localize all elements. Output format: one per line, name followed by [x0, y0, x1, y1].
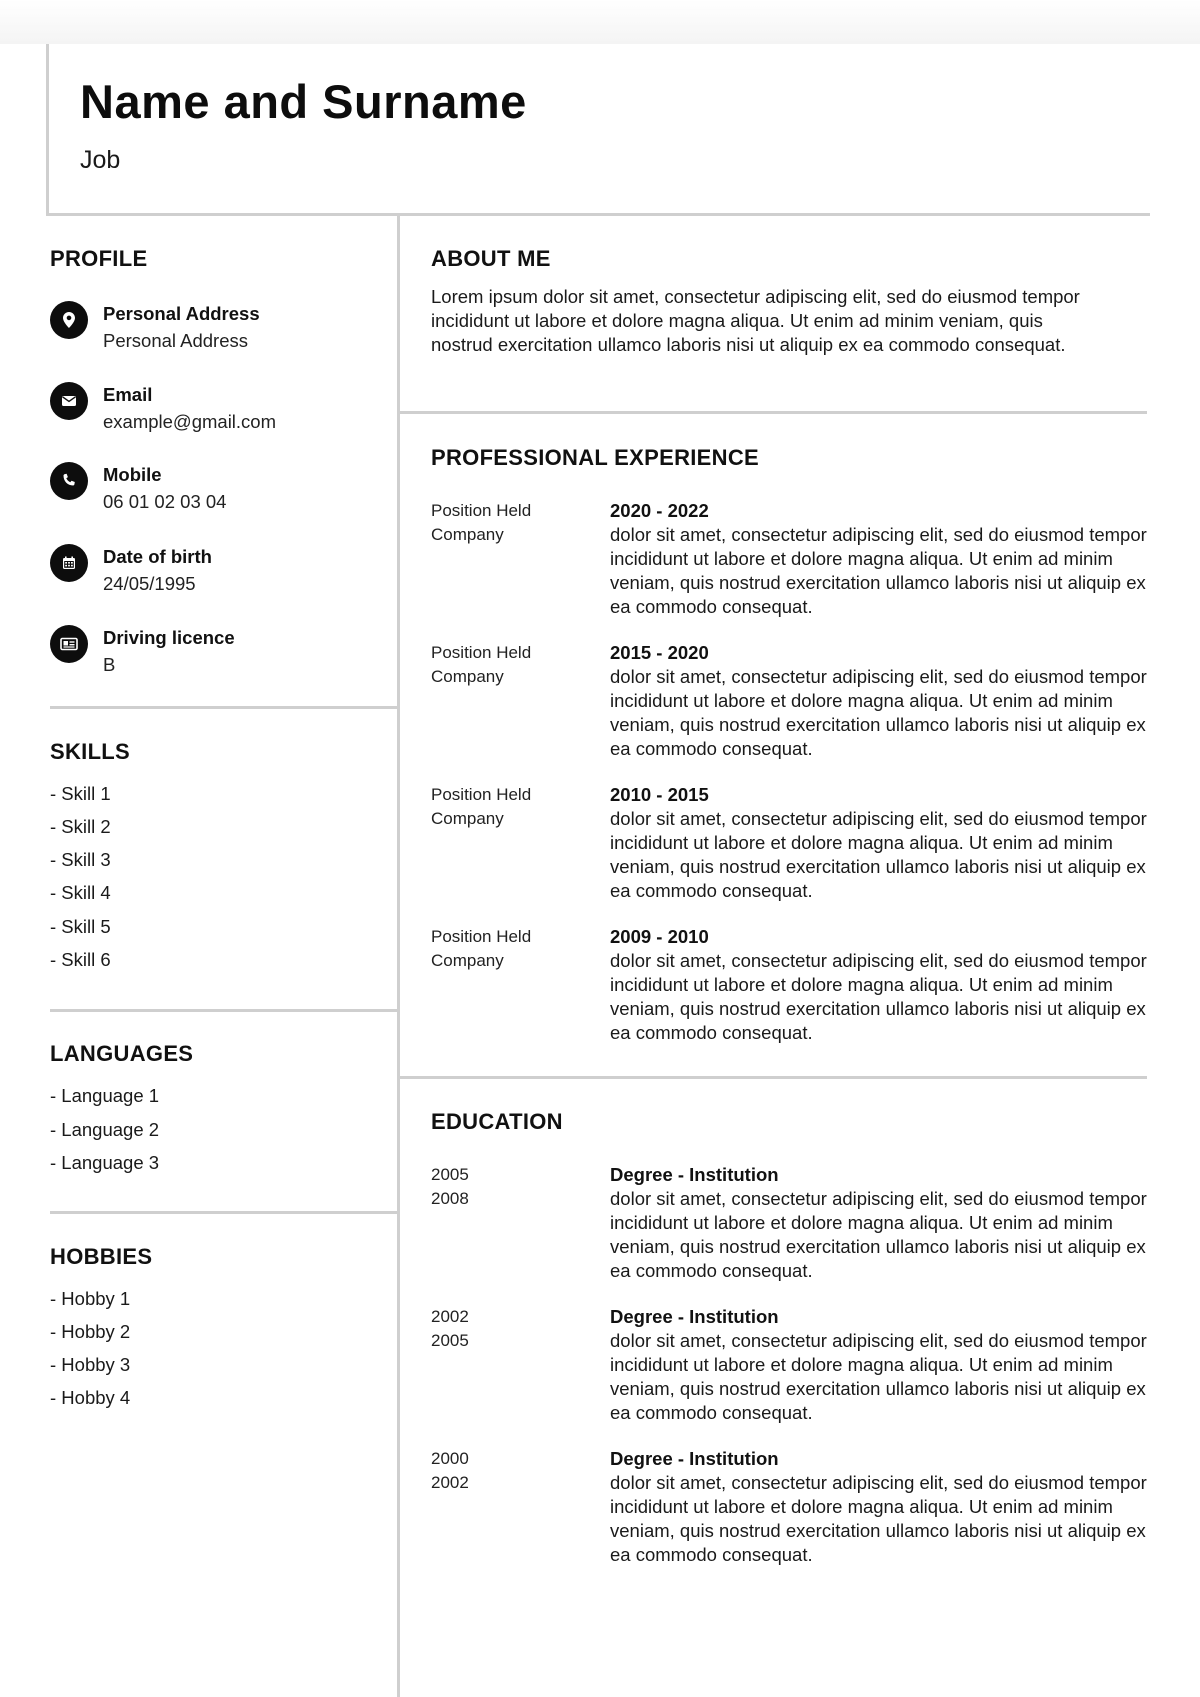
section-divider: [50, 1009, 397, 1012]
position-held: Position Held: [431, 501, 532, 520]
experience-body: [610, 499, 1150, 619]
section-divider: [50, 706, 397, 709]
education-years: [431, 1305, 601, 1353]
position-held: Position Held: [431, 643, 532, 662]
experience-description: dolor sit amet, consectetur adipiscing elit, sed do eiusmod tempor incididunt ut labore et dolore magna aliqua. Ut enim ad minim veniam, quis nostrud exercitation ullamco laboris nisi ut aliquip ex ea commodo consequat.: [610, 808, 1147, 901]
experience-body: [610, 641, 1150, 761]
education-start-year: 2002: [431, 1307, 469, 1326]
experience-dates: 2015 - 2020: [610, 642, 709, 663]
language-item: - Language 2: [50, 1119, 160, 1140]
degree-institution: Degree - Institution: [610, 1306, 779, 1327]
location-pin-icon: [50, 301, 88, 339]
hobby-item: - Hobby 4: [50, 1387, 131, 1408]
company: Company: [431, 667, 504, 686]
education-years: [431, 1163, 601, 1211]
about-text: Lorem ipsum dolor sit amet, consectetur adipiscing elit, sed do eiusmod tempor incididunt ut labore et dolore magna aliqua. Ut enim ad minim veniam, quis nostrud exercitation ullamco laboris nisi ut aliquip ex ea commodo consequat.: [431, 286, 1080, 355]
education-body: [610, 1305, 1150, 1425]
experience-body: [610, 783, 1150, 903]
education-description: dolor sit amet, consectetur adipiscing elit, sed do eiusmod tempor incididunt ut labore et dolore magna aliqua. Ut enim ad minim veniam, quis nostrud exercitation ullamco laboris nisi ut aliquip ex ea commodo consequat.: [610, 1472, 1147, 1565]
experience-description: dolor sit amet, consectetur adipiscing elit, sed do eiusmod tempor incididunt ut labore et dolore magna aliqua. Ut enim ad minim veniam, quis nostrud exercitation ullamco laboris nisi ut aliquip ex ea commodo consequat.: [610, 666, 1147, 759]
experience-meta: [431, 783, 601, 831]
section-divider: [50, 1211, 397, 1214]
profile-label: Personal Address: [103, 303, 260, 324]
skills-title: SKILLS: [50, 739, 131, 764]
profile-title: PROFILE: [50, 246, 148, 271]
experience-meta: [431, 925, 601, 973]
about-title: ABOUT ME: [431, 246, 551, 271]
skill-item: - Skill 2: [50, 816, 111, 837]
profile-value: 24/05/1995: [103, 573, 196, 594]
company: Company: [431, 525, 504, 544]
resume-header: [46, 44, 1150, 216]
column-divider: [397, 216, 400, 1697]
education-title: EDUCATION: [431, 1109, 563, 1134]
education-start-year: 2005: [431, 1165, 469, 1184]
section-divider: [400, 1076, 1147, 1079]
envelope-icon: [50, 382, 88, 420]
education-years: [431, 1447, 601, 1495]
hobby-item: - Hobby 2: [50, 1321, 131, 1342]
profile-label: Mobile: [103, 464, 162, 485]
experience-meta: [431, 641, 601, 689]
profile-value: 06 01 02 03 04: [103, 491, 227, 512]
education-end-year: 2002: [431, 1473, 469, 1492]
education-body: [610, 1447, 1150, 1567]
company: Company: [431, 809, 504, 828]
skill-item: - Skill 5: [50, 916, 111, 937]
skill-item: - Skill 4: [50, 882, 111, 903]
position-held: Position Held: [431, 785, 532, 804]
experience-dates: 2009 - 2010: [610, 926, 709, 947]
degree-institution: Degree - Institution: [610, 1448, 779, 1469]
education-end-year: 2005: [431, 1331, 469, 1350]
skill-item: - Skill 1: [50, 783, 111, 804]
profile-label: Email: [103, 384, 153, 405]
phone-icon: [50, 462, 88, 500]
position-held: Position Held: [431, 927, 532, 946]
language-item: - Language 3: [50, 1152, 160, 1173]
profile-label: Date of birth: [103, 546, 212, 567]
profile-label: Driving licence: [103, 627, 235, 648]
experience-dates: 2010 - 2015: [610, 784, 709, 805]
id-card-icon: [50, 625, 88, 663]
hobby-item: - Hobby 1: [50, 1288, 131, 1309]
skill-item: - Skill 6: [50, 949, 111, 970]
education-end-year: 2008: [431, 1189, 469, 1208]
skill-item: - Skill 3: [50, 849, 111, 870]
experience-body: [610, 925, 1150, 1045]
company: Company: [431, 951, 504, 970]
education-start-year: 2000: [431, 1449, 469, 1468]
education-description: dolor sit amet, consectetur adipiscing elit, sed do eiusmod tempor incididunt ut labore et dolore magna aliqua. Ut enim ad minim veniam, quis nostrud exercitation ullamco laboris nisi ut aliquip ex ea commodo consequat.: [610, 1330, 1147, 1423]
experience-meta: [431, 499, 601, 547]
section-divider: [400, 411, 1147, 414]
languages-title: LANGUAGES: [50, 1041, 194, 1066]
hobby-item: - Hobby 3: [50, 1354, 131, 1375]
language-item: - Language 1: [50, 1085, 160, 1106]
hobbies-title: HOBBIES: [50, 1244, 153, 1269]
job-title: Job: [80, 146, 121, 174]
profile-value: example@gmail.com: [103, 411, 277, 432]
experience-description: dolor sit amet, consectetur adipiscing elit, sed do eiusmod tempor incididunt ut labore et dolore magna aliqua. Ut enim ad minim veniam, quis nostrud exercitation ullamco laboris nisi ut aliquip ex ea commodo consequat.: [610, 524, 1147, 617]
experience-title: PROFESSIONAL EXPERIENCE: [431, 445, 760, 470]
degree-institution: Degree - Institution: [610, 1164, 779, 1185]
education-body: [610, 1163, 1150, 1283]
full-name: Name and Surname: [80, 75, 527, 128]
profile-value: Personal Address: [103, 330, 249, 351]
experience-description: dolor sit amet, consectetur adipiscing elit, sed do eiusmod tempor incididunt ut labore et dolore magna aliqua. Ut enim ad minim veniam, quis nostrud exercitation ullamco laboris nisi ut aliquip ex ea commodo consequat.: [610, 950, 1147, 1043]
profile-value: B: [103, 654, 116, 675]
education-description: dolor sit amet, consectetur adipiscing elit, sed do eiusmod tempor incididunt ut labore et dolore magna aliqua. Ut enim ad minim veniam, quis nostrud exercitation ullamco laboris nisi ut aliquip ex ea commodo consequat.: [610, 1188, 1147, 1281]
calendar-icon: [50, 544, 88, 582]
experience-dates: 2020 - 2022: [610, 500, 709, 521]
